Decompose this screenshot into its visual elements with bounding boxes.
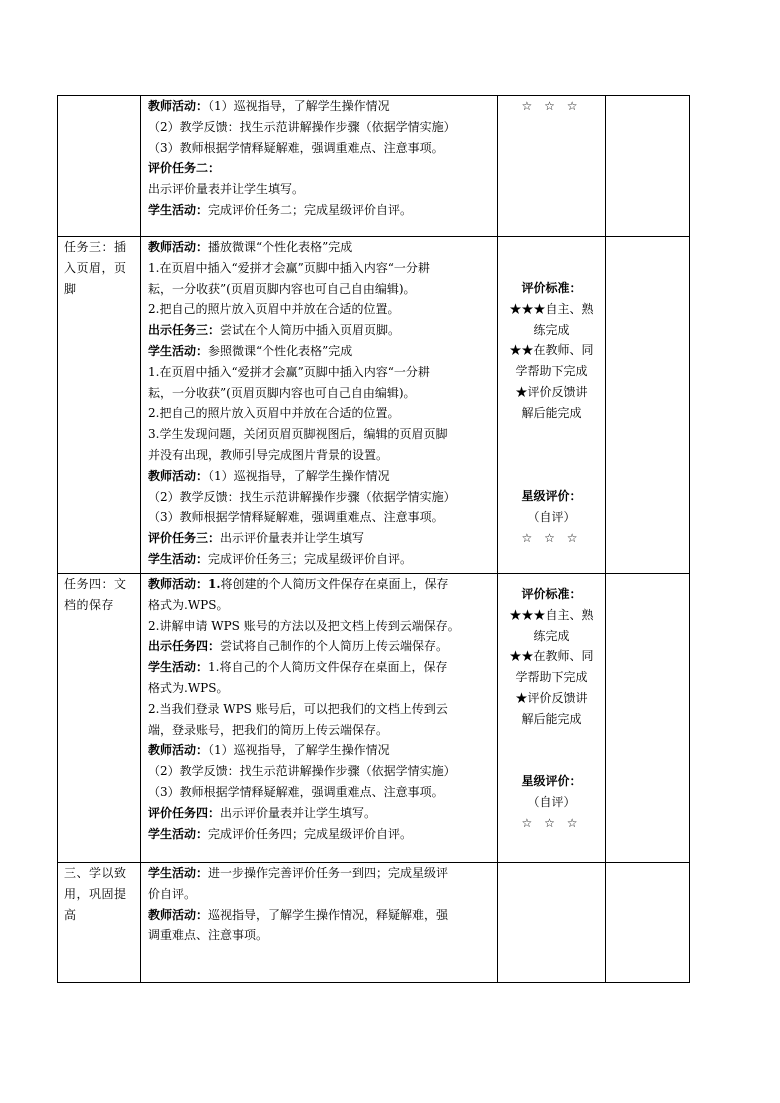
text-segment: 出示评价量表并让学生填写 — [220, 531, 365, 546]
notes-cell — [606, 96, 690, 237]
evaluation-cell — [498, 863, 606, 983]
bold-label: 1. — [208, 577, 221, 591]
text-segment: 并没有出现，教师引导完成图片背景的设置。 — [148, 447, 389, 462]
text-segment: 巡视指导，了解学生操作情况，释疑解难，强 — [208, 907, 449, 922]
criteria-line: 解后能完成 — [521, 711, 582, 726]
criteria-line: ★评价反馈讲 — [515, 384, 588, 399]
text-segment: 2.把自己的照片放入页眉中并放在合适的位置。 — [148, 302, 400, 317]
criteria-line: 练完成 — [533, 628, 570, 643]
text-segment: 价自评。 — [148, 886, 197, 901]
text-segment: 尝试在个人简历中插入页眉页脚。 — [220, 323, 401, 338]
content-cell — [141, 96, 498, 237]
bold-label: 教师活动： — [148, 99, 209, 113]
content-line — [148, 117, 491, 138]
text-segment: 完成评价任务四；完成星级评价自评。 — [208, 826, 413, 841]
text-segment: 端，登录账号，把我们的简历上传云端保存。 — [148, 722, 389, 737]
text-segment: 耘，一分收获”(页眉页脚内容也可自己自由编辑)。 — [148, 385, 416, 400]
text-segment: （1）巡视指导，了解学生操作情况 — [208, 743, 390, 758]
evaluation-cell — [498, 96, 606, 237]
content-line — [148, 96, 491, 117]
text-segment: 格式为.WPS。 — [148, 680, 229, 695]
content-line — [148, 507, 491, 528]
bold-label: 学生活动： — [148, 660, 209, 675]
bold-label: 教师活动： — [148, 743, 209, 758]
text-segment: （3）教师根据学情释疑解难，强调重难点、注意事项。 — [148, 140, 444, 155]
text-segment: 调重难点、注意事项。 — [148, 928, 269, 943]
content-line — [148, 362, 491, 383]
criteria-line: ★评价反馈讲 — [515, 690, 588, 705]
content-line — [148, 740, 491, 761]
criteria-line: ★★在教师、同 — [509, 649, 594, 664]
star-rating: ☆ ☆ ☆ — [521, 99, 582, 113]
criteria-line: ★★★自主、熟 — [509, 607, 594, 622]
criteria-line: 解后能完成 — [521, 405, 582, 420]
text-segment: 参照微课“个性化表格”完成 — [208, 343, 353, 358]
content-line — [148, 403, 491, 424]
content-line — [148, 863, 491, 884]
star-rating: ☆ ☆ ☆ — [521, 815, 582, 830]
notes-cell — [606, 237, 690, 574]
content-line — [148, 445, 491, 466]
content-line — [148, 574, 491, 595]
evaluation-cell — [498, 237, 606, 574]
text-segment: （3）教师根据学情释疑解难，强调重难点、注意事项。 — [148, 784, 444, 799]
text-segment: 播放微课“个性化表格”完成 — [208, 240, 353, 254]
text-segment: 2.讲解申请 WPS 账号的方法以及把文档上传到云端保存。 — [148, 618, 460, 633]
lesson-plan-table — [57, 95, 690, 983]
content-line — [148, 158, 491, 179]
text-segment: （2）教学反馈：找生示范讲解操作步骤（依据学情实施） — [148, 489, 456, 504]
table-row — [58, 863, 690, 983]
bold-label: 学生活动： — [148, 866, 209, 880]
content-line — [148, 699, 491, 720]
text-segment: 耘，一分收获”(页眉页脚内容也可自己自由编辑)。 — [148, 281, 416, 296]
text-segment: 完成评价任务三；完成星级评价自评。 — [208, 551, 413, 566]
text-segment: （1）巡视指导，了解学生操作情况 — [208, 99, 390, 113]
bold-label: 学生活动： — [148, 202, 209, 217]
content-line — [148, 595, 491, 616]
content-cell — [141, 237, 498, 574]
bold-label: 学生活动： — [148, 343, 209, 358]
content-line — [148, 299, 491, 320]
content-line — [148, 383, 491, 404]
content-line — [148, 761, 491, 782]
bold-label: 评价任务四： — [148, 805, 221, 820]
table-row — [58, 237, 690, 574]
star-rating-title: 星级评价： — [521, 774, 582, 789]
text-segment: 出示评价量表并让学生填写。 — [148, 182, 305, 197]
notes-cell — [606, 863, 690, 983]
criteria-line: ★★在教师、同 — [509, 343, 594, 358]
text-segment: 1.在页眉中插入“爱拼才会赢”页脚中插入内容“一分耕 — [148, 364, 430, 379]
content-line — [148, 720, 491, 741]
content-line — [148, 636, 491, 657]
self-eval-label: （自评） — [527, 794, 576, 809]
bold-label: 评价任务三： — [148, 531, 221, 546]
text-segment: 1.将自己的个人简历文件保存在桌面上，保存 — [208, 660, 448, 675]
content-line — [148, 782, 491, 803]
text-segment: （1）巡视指导，了解学生操作情况 — [208, 468, 390, 483]
text-segment: 2.把自己的照片放入页眉中并放在合适的位置。 — [148, 406, 400, 421]
content-line — [148, 528, 491, 549]
star-rating-title: 星级评价： — [521, 488, 582, 503]
content-line — [148, 678, 491, 699]
criteria-line: ★★★自主、熟 — [509, 301, 594, 316]
bold-label: 评价任务二： — [148, 161, 221, 176]
content-cell — [141, 863, 498, 983]
criteria-title: 评价标准： — [521, 587, 582, 601]
content-line — [148, 803, 491, 824]
content-cell — [141, 574, 498, 863]
text-segment: 将创建的个人简历文件保存在桌面上，保存 — [220, 577, 449, 591]
bold-label: 学生活动： — [148, 551, 209, 566]
text-segment: 1.在页眉中插入“爱拼才会赢”页脚中插入内容“一分耕 — [148, 260, 430, 275]
content-line — [148, 179, 491, 200]
bold-label: 教师活动： — [148, 907, 209, 922]
text-segment: 尝试将自己制作的个人简历上传云端保存。 — [220, 639, 449, 654]
criteria-line: 练完成 — [533, 322, 570, 337]
bold-label: 教师活动： — [148, 577, 209, 591]
notes-cell — [606, 574, 690, 863]
content-line — [148, 200, 491, 221]
text-segment: （2）教学反馈：找生示范讲解操作步骤（依据学情实施） — [148, 119, 456, 134]
bold-label: 出示任务三： — [148, 323, 221, 338]
task-cell — [58, 96, 141, 237]
table-row — [58, 574, 690, 863]
content-line — [148, 657, 491, 678]
text-segment: 出示评价量表并让学生填写。 — [220, 805, 377, 820]
content-line — [148, 487, 491, 508]
content-line — [148, 616, 491, 637]
content-line — [148, 466, 491, 487]
table-row — [58, 96, 690, 237]
star-rating: ☆ ☆ ☆ — [521, 530, 582, 545]
self-eval-label: （自评） — [527, 509, 576, 524]
content-line — [148, 279, 491, 300]
task-cell: 三、学以致用，巩固提高 — [58, 863, 141, 983]
bold-label: 教师活动： — [148, 468, 209, 483]
text-segment: 2.当我们登录 WPS 账号后，可以把我们的文档上传到云 — [148, 701, 448, 716]
text-segment: 完成评价任务二；完成星级评价自评。 — [208, 202, 413, 217]
text-segment: 进一步操作完善评价任务一到四；完成星级评 — [208, 866, 449, 880]
criteria-line: 学帮助下完成 — [515, 670, 588, 685]
task-cell: 任务四：文档的保存 — [58, 574, 141, 863]
criteria-line: 学帮助下完成 — [515, 364, 588, 379]
text-segment: 格式为.WPS。 — [148, 597, 229, 612]
content-line — [148, 237, 491, 258]
content-line — [148, 884, 491, 905]
content-line — [148, 424, 491, 445]
text-segment: （3）教师根据学情释疑解难，强调重难点、注意事项。 — [148, 510, 444, 525]
evaluation-cell — [498, 574, 606, 863]
task-cell: 任务三：插入页眉，页脚 — [58, 237, 141, 574]
content-line — [148, 905, 491, 926]
content-line — [148, 925, 491, 946]
content-line — [148, 341, 491, 362]
bold-label: 教师活动： — [148, 240, 209, 254]
content-line — [148, 320, 491, 341]
content-line — [148, 824, 491, 845]
criteria-title: 评价标准： — [521, 281, 582, 295]
content-line — [148, 258, 491, 279]
content-line — [148, 138, 491, 159]
text-segment: （2）教学反馈：找生示范讲解操作步骤（依据学情实施） — [148, 764, 456, 779]
bold-label: 学生活动： — [148, 826, 209, 841]
content-line — [148, 549, 491, 570]
bold-label: 出示任务四： — [148, 639, 221, 654]
text-segment: 3.学生发现问题，关闭页眉页脚视图后，编辑的页眉页脚 — [148, 427, 448, 442]
